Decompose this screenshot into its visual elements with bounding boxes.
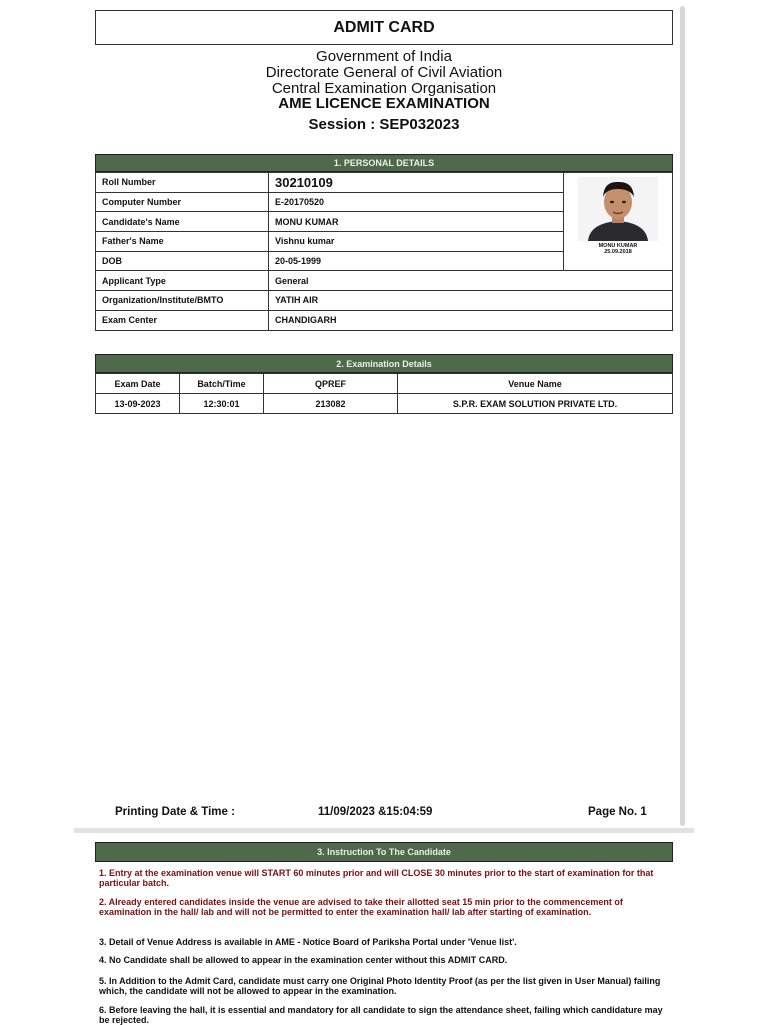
computer-number-value: E-20170520 (269, 192, 564, 212)
instruction-item: 2. Already entered candidates inside the venue are advised to take their allotted seat 15 min prior to the commencement of examination in the hall/ lab and will not be permitted to enter the examination hall/ lab after starting of examination. (99, 897, 623, 917)
father-name-label: Father's Name (96, 232, 269, 252)
roll-number-value: 30210109 (269, 173, 564, 193)
table-row (96, 291, 673, 311)
instructions-heading: 3. Instruction To The Candidate (95, 842, 673, 862)
header-organisation: Central Examination Organisation (271, 80, 497, 97)
photo-caption-name: MONU KUMAR (598, 243, 638, 249)
personal-details-table (95, 172, 673, 331)
printing-date-label: Printing Date & Time : (115, 806, 235, 818)
computer-number-label: Computer Number (96, 192, 269, 212)
table-row (96, 394, 673, 414)
header-session: Session : SEP032023 (308, 116, 460, 133)
candidate-photo-image (578, 177, 658, 241)
dob-value: 20-05-1999 (269, 251, 564, 271)
organization-value: YATIH AIR (269, 291, 673, 311)
page-number: Page No. 1 (588, 806, 647, 818)
page-separator (74, 828, 694, 833)
father-name-value: Vishnu kumar (269, 232, 564, 252)
instruction-item: 4. No Candidate shall be allowed to appear in the examination center without this ADMIT CARD. (99, 955, 508, 965)
candidate-photo (578, 177, 658, 255)
dob-label: DOB (96, 251, 269, 271)
batch-time-value: 12:30:01 (180, 394, 264, 414)
table-row (96, 173, 673, 193)
examination-details-heading: 2. Examination Details (95, 354, 673, 373)
candidate-name-label: Candidate's Name (96, 212, 269, 232)
personal-details-heading: 1. PERSONAL DETAILS (95, 154, 673, 172)
batch-time-header: Batch/Time (180, 374, 264, 394)
exam-center-value: CHANDIGARH (269, 310, 673, 330)
instruction-item: 6. Before leaving the hall, it is essential and mandatory for all candidate to sign the attendance sheet, failing which candidature may be rejected. (99, 1005, 663, 1025)
exam-center-label: Exam Center (96, 310, 269, 330)
table-row (96, 310, 673, 330)
table-header-row (96, 374, 673, 394)
exam-date-header: Exam Date (96, 374, 180, 394)
header-directorate: Directorate General of Civil Aviation (265, 64, 503, 81)
table-row (96, 271, 673, 291)
roll-number-label: Roll Number (96, 173, 269, 193)
instruction-item: 5. In Addition to the Admit Card, candidate must carry one Original Photo Identity Proof (as per the list given in User Manual) failing which, the candidate will not be allowed to appear in the examination. (99, 976, 661, 996)
organization-label: Organization/Institute/BMTO (96, 291, 269, 311)
applicant-type-label: Applicant Type (96, 271, 269, 291)
exam-date-value: 13-09-2023 (96, 394, 180, 414)
candidate-name-value: MONU KUMAR (269, 212, 564, 232)
instruction-item: 1. Entry at the examination venue will START 60 minutes prior and will CLOSE 30 minutes prior to the start of examination for that particular batch. (99, 868, 654, 888)
printing-date-value: 11/09/2023 &15:04:59 (318, 806, 433, 818)
applicant-type-value: General (269, 271, 673, 291)
scrollbar[interactable] (680, 6, 685, 826)
admit-card-title: ADMIT CARD (95, 10, 673, 45)
instruction-item: 3. Detail of Venue Address is available in AME - Notice Board of Pariksha Portal under 'Venue list'. (99, 937, 517, 947)
photo-caption-date: 25.09.2018 (604, 249, 632, 255)
qpref-header: QPREF (264, 374, 398, 394)
header-exam-name: AME LICENCE EXAMINATION (278, 95, 490, 112)
venue-name-header: Venue Name (398, 374, 673, 394)
venue-name-value: S.P.R. EXAM SOLUTION PRIVATE LTD. (398, 394, 673, 414)
qpref-value: 213082 (264, 394, 398, 414)
examination-details-table (95, 373, 673, 414)
header-government: Government of India (316, 48, 452, 65)
candidate-photo-cell (564, 173, 673, 271)
